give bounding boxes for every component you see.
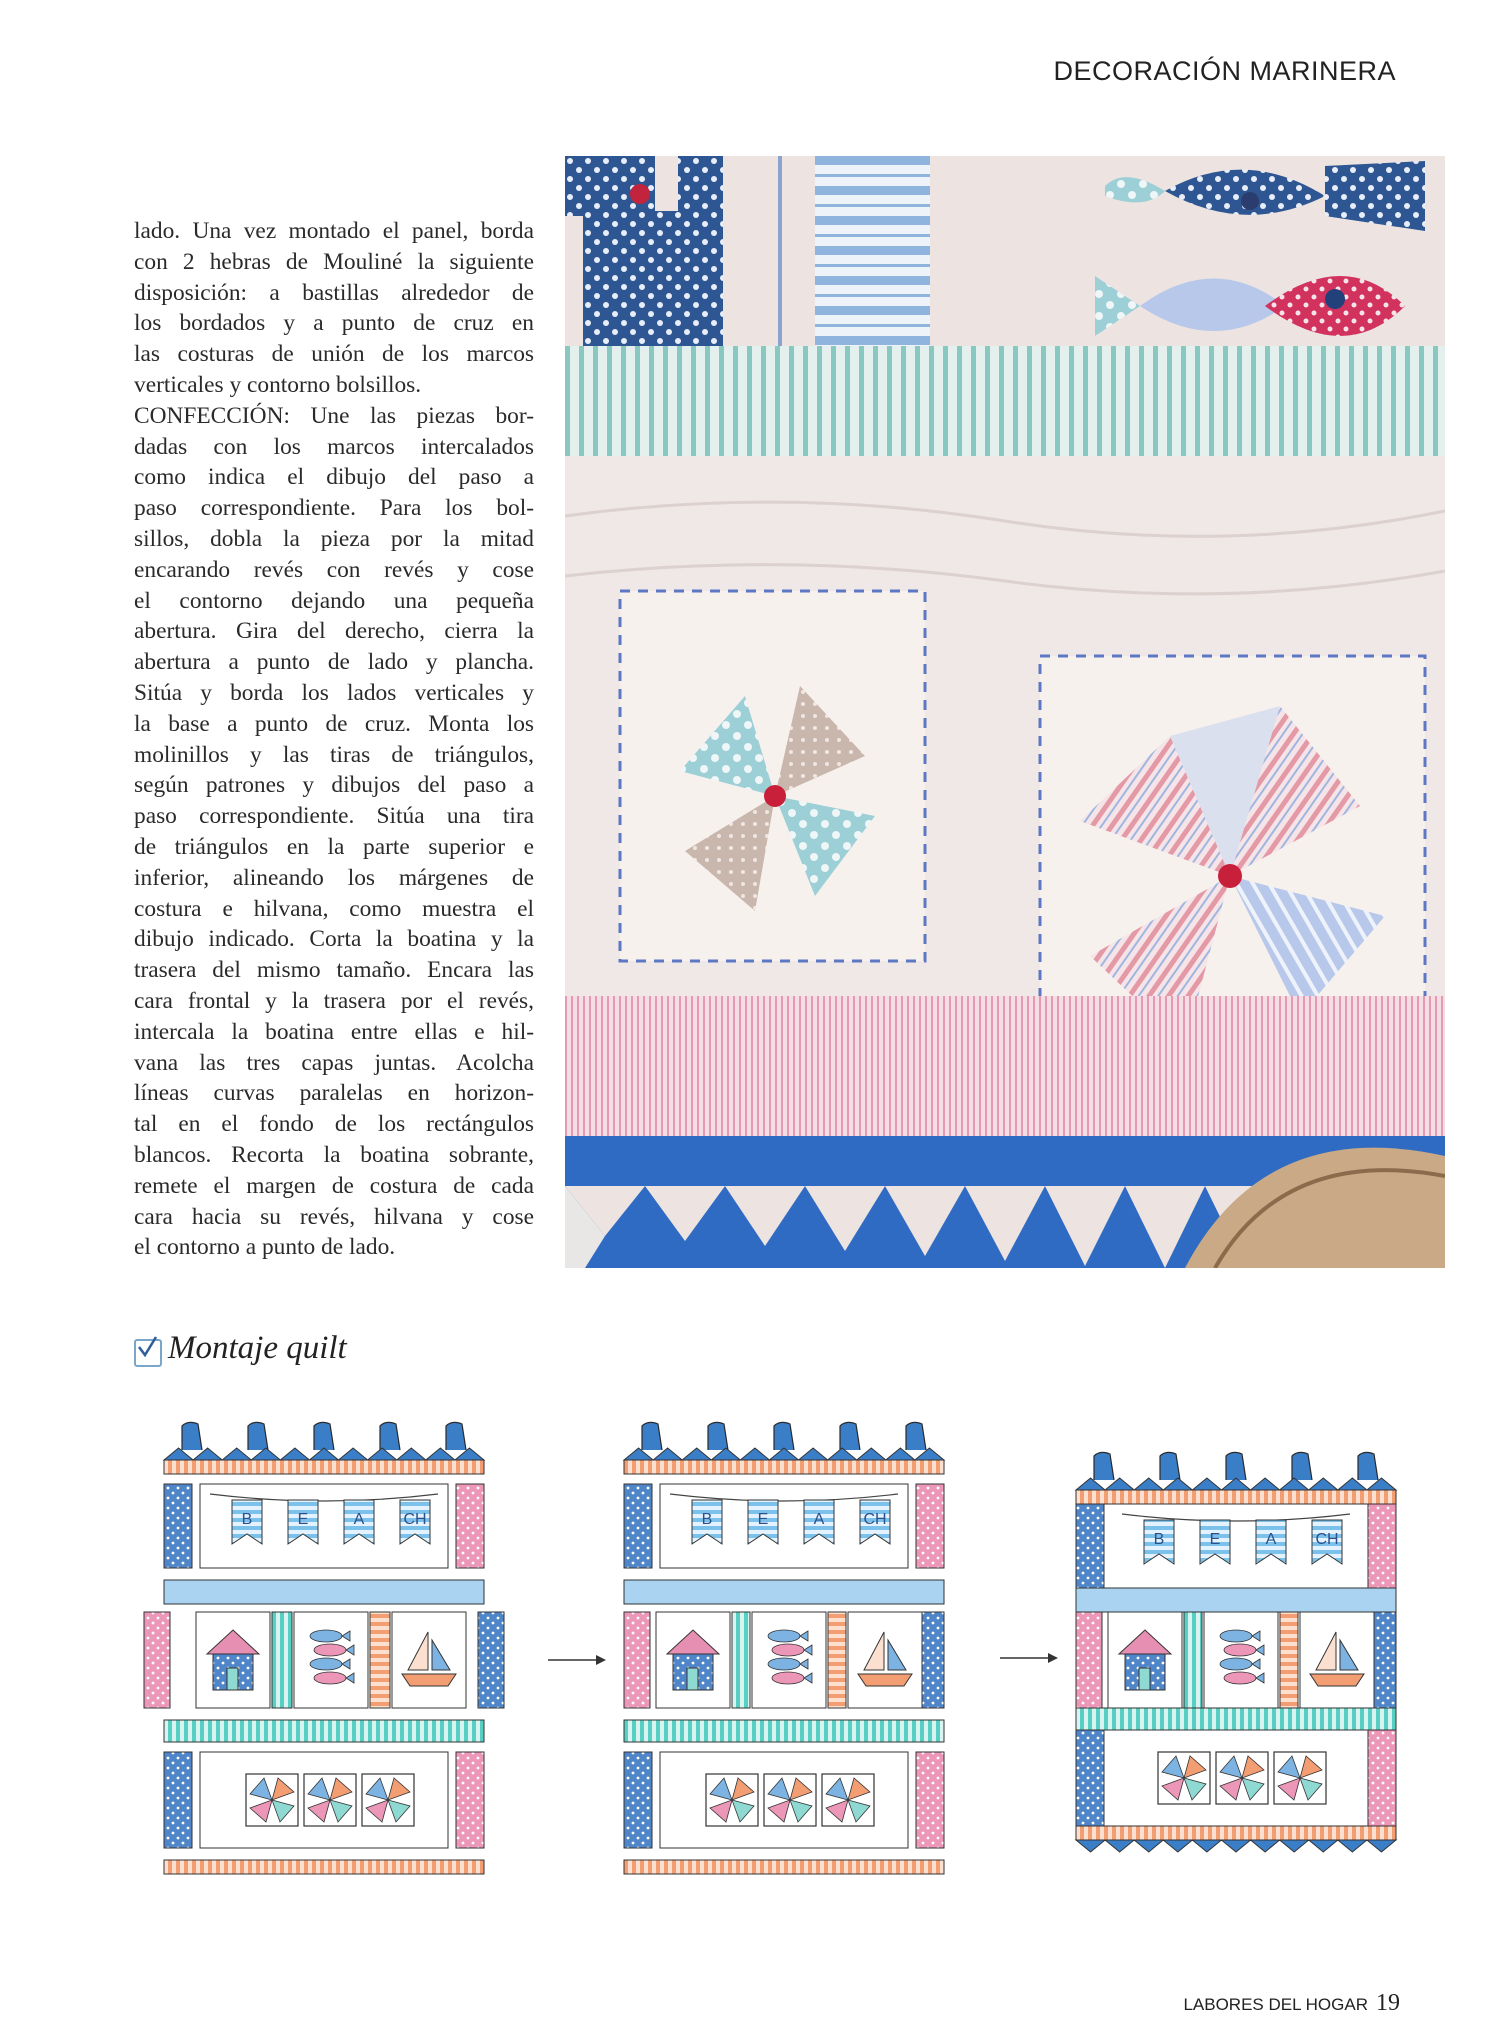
quilt-photo: [565, 156, 1445, 1268]
banner-letter: B: [241, 1511, 253, 1528]
aqua-separator: [1184, 1612, 1202, 1708]
body-text-line: los bordados y a punto de cruz en: [134, 310, 534, 337]
triangle-border: [164, 1448, 484, 1460]
hanging-tab: [314, 1422, 334, 1450]
fish-icon: [768, 1630, 800, 1642]
hanging-tab: [642, 1422, 662, 1450]
hanging-tab: [182, 1422, 202, 1450]
magazine-name: LABORES DEL HOGAR: [1183, 1995, 1368, 2014]
orange-separator: [828, 1612, 846, 1708]
body-text-line: paso correspondiente. Sitúa una tira: [134, 803, 534, 830]
banner-letter: E: [1209, 1531, 1221, 1548]
hanging-tab: [380, 1422, 400, 1450]
body-text-line: blancos. Recorta la boatina sobrante,: [134, 1141, 534, 1168]
blue-strip: [624, 1580, 944, 1604]
hanging-tab: [1292, 1452, 1312, 1480]
banner-letter: B: [1153, 1531, 1165, 1548]
motif-block: [1300, 1612, 1374, 1708]
banner-letter: A: [1265, 1531, 1277, 1548]
aqua-strip: [1076, 1708, 1396, 1730]
aqua-strip: [164, 1720, 484, 1742]
body-text: [134, 216, 534, 1263]
side-frame: [624, 1612, 650, 1708]
body-text-line: verticales y contorno bolsillos.: [134, 371, 422, 398]
body-text-line: disposición: a bastillas alrededor de: [134, 279, 534, 306]
hanging-tab: [1094, 1452, 1114, 1480]
body-text-line: cara hacia su revés, hilvana y cose: [134, 1203, 534, 1230]
body-text-line: las costuras de unión de los marcos: [134, 341, 534, 368]
banner-letter: CH: [1315, 1531, 1339, 1548]
side-frame: [456, 1752, 484, 1848]
hanging-tab: [906, 1422, 926, 1450]
body-text-line: con 2 hebras de Mouliné la siguiente: [134, 248, 534, 275]
body-text-line: el contorno dejando una pequeña: [134, 587, 534, 614]
side-frame: [164, 1484, 192, 1568]
body-text-line: molinillos y las tiras de triángulos,: [134, 741, 534, 768]
body-text-line: el contorno a punto de lado.: [134, 1234, 396, 1261]
banner-letter: E: [757, 1511, 769, 1528]
aqua-separator: [272, 1612, 292, 1708]
side-frame: [478, 1612, 504, 1708]
body-text-line: paso correspondiente. Para los bol-: [134, 495, 534, 522]
side-frame: [1368, 1504, 1396, 1588]
body-text-line: trasera del mismo tamaño. Encara las: [134, 957, 534, 984]
hanging-tab: [1226, 1452, 1246, 1480]
orange-strip: [1076, 1490, 1396, 1504]
fish-icon: [1220, 1630, 1252, 1642]
side-frame: [916, 1484, 944, 1568]
side-frame: [1076, 1612, 1102, 1708]
hanging-tab: [248, 1422, 268, 1450]
body-text-line: inferior, alineando los márgenes de: [134, 864, 534, 891]
triangle-border: [1076, 1840, 1396, 1852]
banner-letter: B: [701, 1511, 713, 1528]
aqua-strip: [624, 1720, 944, 1742]
fish-icon: [768, 1658, 800, 1670]
quilt-diagram: [624, 1422, 944, 1874]
section-title-text: Montaje quilt: [168, 1330, 347, 1366]
fish-icon: [314, 1644, 346, 1656]
orange-strip: [1076, 1826, 1396, 1840]
side-frame: [1368, 1730, 1396, 1826]
fish-icon: [772, 1644, 804, 1656]
body-text-line: remete el margen de costura de cada: [134, 1172, 534, 1199]
banner-letter: E: [297, 1511, 309, 1528]
triangle-border: [624, 1448, 944, 1460]
orange-separator: [370, 1612, 390, 1708]
orange-strip: [164, 1460, 484, 1474]
orange-strip: [164, 1860, 484, 1874]
body-text-line: dadas con los marcos intercalados: [134, 433, 534, 460]
blue-strip: [164, 1580, 484, 1604]
body-text-line: sillos, dobla la pieza por la mitad: [134, 525, 534, 552]
blue-strip: [1076, 1588, 1396, 1612]
section-title: [134, 1330, 347, 1367]
hanging-tab: [1160, 1452, 1180, 1480]
fish-icon: [1224, 1672, 1256, 1684]
page-number: 19: [1376, 1990, 1400, 2016]
section-header: DECORACIÓN MARINERA: [1053, 56, 1396, 86]
side-frame: [1076, 1504, 1104, 1588]
boat-hull: [858, 1674, 912, 1686]
side-frame: [916, 1752, 944, 1848]
body-text-line: dibujo indicado. Corta la boatina y la: [134, 926, 534, 953]
side-frame: [456, 1484, 484, 1568]
fish-icon: [310, 1658, 342, 1670]
banner-letter: A: [813, 1511, 825, 1528]
aqua-separator: [732, 1612, 750, 1708]
quilt-diagram: [144, 1422, 504, 1874]
body-text-line: vana las tres capas juntas. Acolcha: [134, 1049, 534, 1076]
banner-letter: CH: [863, 1511, 887, 1528]
orange-strip: [624, 1860, 944, 1874]
orange-separator: [1280, 1612, 1298, 1708]
hanging-tab: [840, 1422, 860, 1450]
fish-icon: [772, 1672, 804, 1684]
body-text-line: intercala la boatina entre ellas e hil-: [134, 1018, 534, 1045]
checkbox-icon: [134, 1339, 162, 1367]
body-text-line: costura e hilvana, como muestra el: [134, 895, 534, 922]
body-text-line: CONFECCIÓN: Une las piezas bor-: [134, 402, 534, 429]
orange-strip: [624, 1460, 944, 1474]
body-text-line: Sitúa y borda los lados verticales y: [134, 679, 534, 706]
body-text-line: la base a punto de cruz. Monta los: [134, 710, 534, 737]
side-frame: [624, 1752, 652, 1848]
assembly-diagrams: [120, 1390, 1420, 1910]
hanging-tab: [774, 1422, 794, 1450]
fish-icon: [314, 1672, 346, 1684]
boat-hull: [402, 1674, 456, 1686]
hanging-tab: [1358, 1452, 1378, 1480]
motif-block: [392, 1612, 466, 1708]
body-text-line: cara frontal y la trasera por el revés,: [134, 987, 534, 1014]
body-text-line: según patrones y dibujos del paso a: [134, 772, 534, 799]
body-text-line: líneas curvas paralelas en horizon-: [134, 1080, 534, 1107]
motif-block: [848, 1612, 922, 1708]
side-frame: [164, 1752, 192, 1848]
body-text-line: abertura. Gira del derecho, cierra la: [134, 618, 534, 645]
page-footer: [1183, 1990, 1400, 2017]
hanging-tab: [446, 1422, 466, 1450]
body-text-line: lado. Una vez montado el panel, borda: [134, 218, 534, 244]
side-frame: [624, 1484, 652, 1568]
fish-icon: [310, 1630, 342, 1642]
fish-icon: [1220, 1658, 1252, 1670]
body-text-line: encarando revés con revés y cose: [134, 556, 534, 583]
body-text-line: abertura a punto de lado y plancha.: [134, 649, 534, 676]
triangle-border: [1076, 1478, 1396, 1490]
quilt-diagram: [1076, 1452, 1396, 1852]
banner-letter: A: [353, 1511, 365, 1528]
body-text-line: tal en el fondo de los rectángulos: [134, 1111, 534, 1138]
side-frame: [144, 1612, 170, 1708]
body-text-line: como indica el dibujo del paso a: [134, 464, 534, 491]
hanging-tab: [708, 1422, 728, 1450]
side-frame: [1076, 1730, 1104, 1826]
body-text-line: de triángulos en la parte superior e: [134, 833, 534, 860]
fish-icon: [1224, 1644, 1256, 1656]
boat-hull: [1310, 1674, 1364, 1686]
banner-letter: CH: [403, 1511, 427, 1528]
